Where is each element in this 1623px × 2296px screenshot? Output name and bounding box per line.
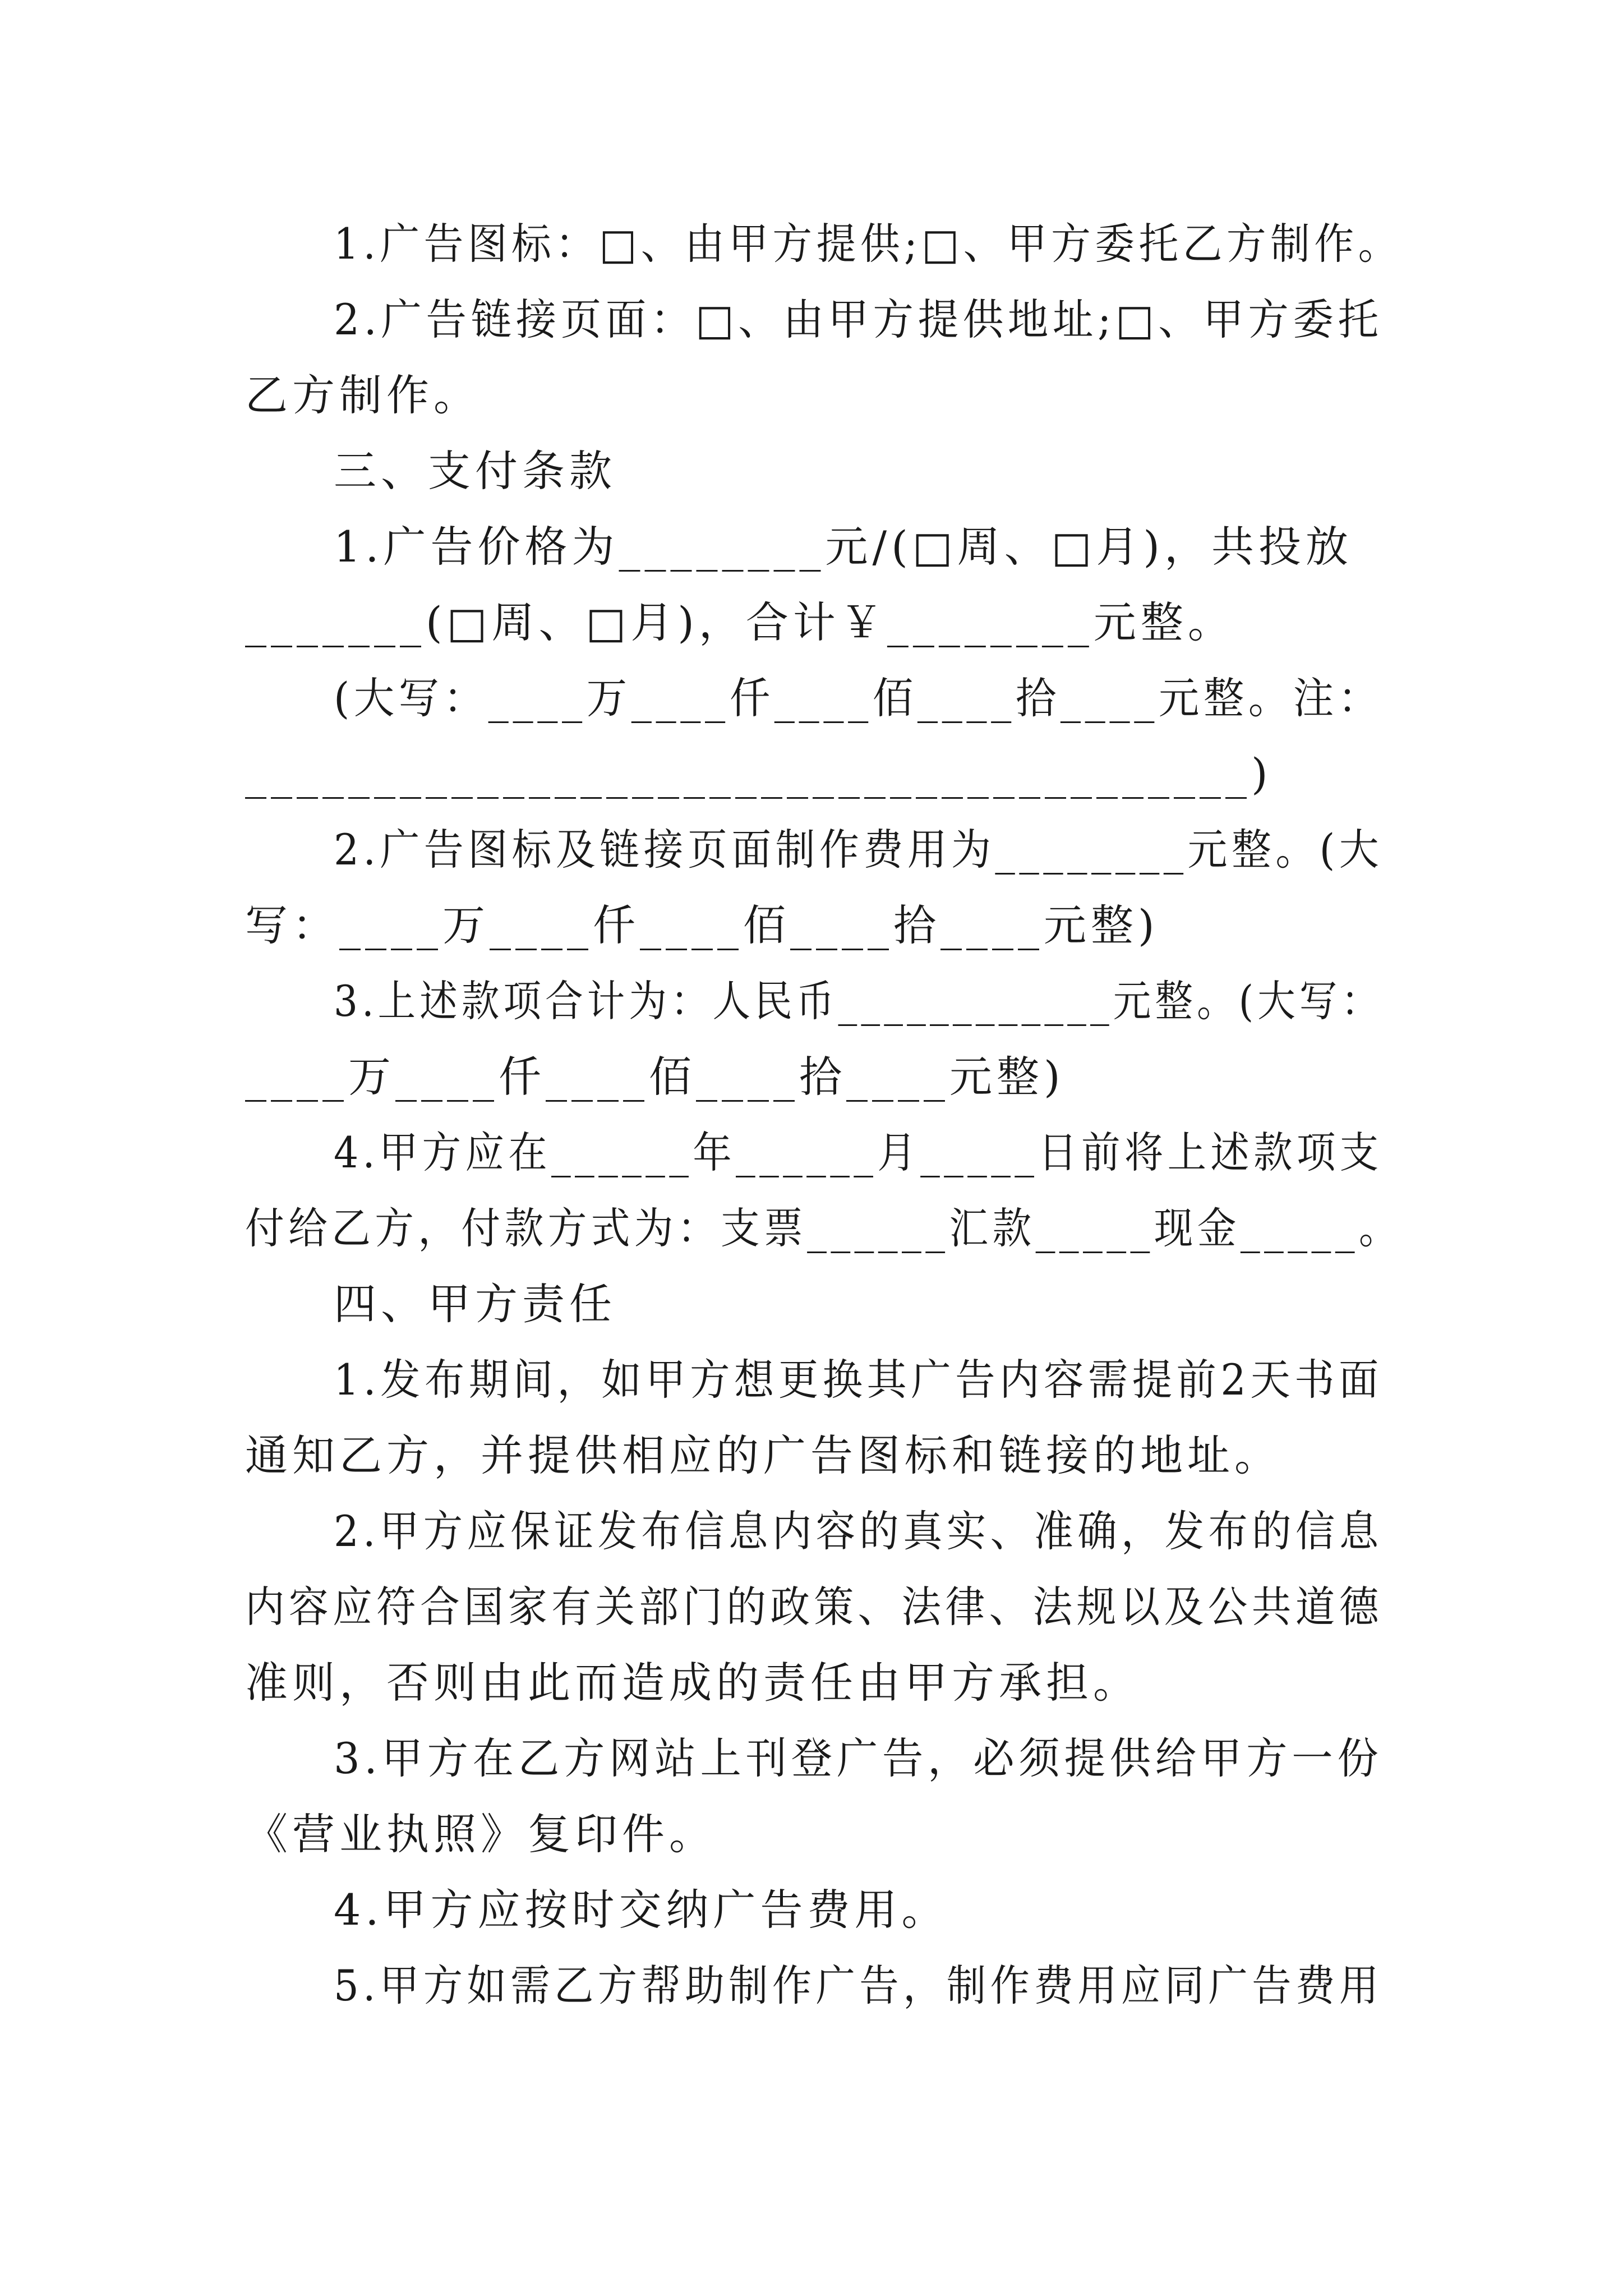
para-content-accuracy-cont2: 准则，否则由此而造成的责任由甲方承担。 bbox=[245, 1658, 1140, 1708]
para-payment-date: 4.甲方应在______年______月_____日前将上述款项支 bbox=[334, 1128, 1383, 1177]
para-business-license-cont: 《营业执照》复印件。 bbox=[245, 1809, 716, 1859]
para-ad-price-cont: _______(□周、□月)，合计￥________元整。 bbox=[245, 597, 1235, 647]
para-payment-method: 付给乙方，付款方式为：支票______汇款_____现金_____。 bbox=[245, 1203, 1402, 1253]
para-ad-link-page-cont: 乙方制作。 bbox=[245, 370, 481, 420]
para-total-amount: 3.上述款项合计为：人民币____________元整。(大写： bbox=[334, 976, 1384, 1026]
section-heading-payment: 三、支付条款 bbox=[334, 446, 616, 496]
para-ad-link-page-option: 2.广告链接页面：□、由甲方提供地址;□、甲方委托 bbox=[334, 295, 1383, 344]
para-change-notice: 1.发布期间，如甲方想更换其广告内容需提前2天书面 bbox=[334, 1355, 1383, 1405]
para-production-fee-capital: 写：____万____仟____佰____拾____元整) bbox=[245, 900, 1159, 950]
para-total-amount-capital: ____万____仟____佰____拾____元整) bbox=[245, 1052, 1065, 1102]
para-business-license: 3.甲方在乙方网站上刊登广告，必须提供给甲方一份 bbox=[334, 1733, 1383, 1783]
para-ad-price-capital: (大写：____万____仟____佰____拾____元整。注： bbox=[334, 673, 1383, 723]
para-pay-on-time: 4.甲方应按时交纳广告费用。 bbox=[334, 1885, 949, 1935]
para-production-fee: 2.广告图标及链接页面制作费用为________元整。(大 bbox=[334, 825, 1384, 875]
para-ad-price: 1.广告价格为________元/(□周、□月)，共投放 bbox=[334, 522, 1353, 572]
para-content-accuracy-cont1: 内容应符合国家有关部门的政策、法律、法规以及公共道德 bbox=[245, 1582, 1383, 1632]
para-change-notice-cont: 通知乙方，并提供相应的广告图标和链接的地址。 bbox=[245, 1430, 1281, 1480]
para-content-accuracy: 2.甲方应保证发布信息内容的真实、准确，发布的信息 bbox=[334, 1506, 1383, 1556]
section-heading-party-a: 四、甲方责任 bbox=[334, 1279, 616, 1329]
para-production-help: 5.甲方如需乙方帮助制作广告，制作费用应同广告费用 bbox=[334, 1961, 1383, 2010]
para-ad-price-note: _______________________________________) bbox=[245, 749, 1272, 799]
para-ad-icon-option: 1.广告图标：□、由甲方提供;□、甲方委托乙方制作。 bbox=[334, 219, 1402, 269]
